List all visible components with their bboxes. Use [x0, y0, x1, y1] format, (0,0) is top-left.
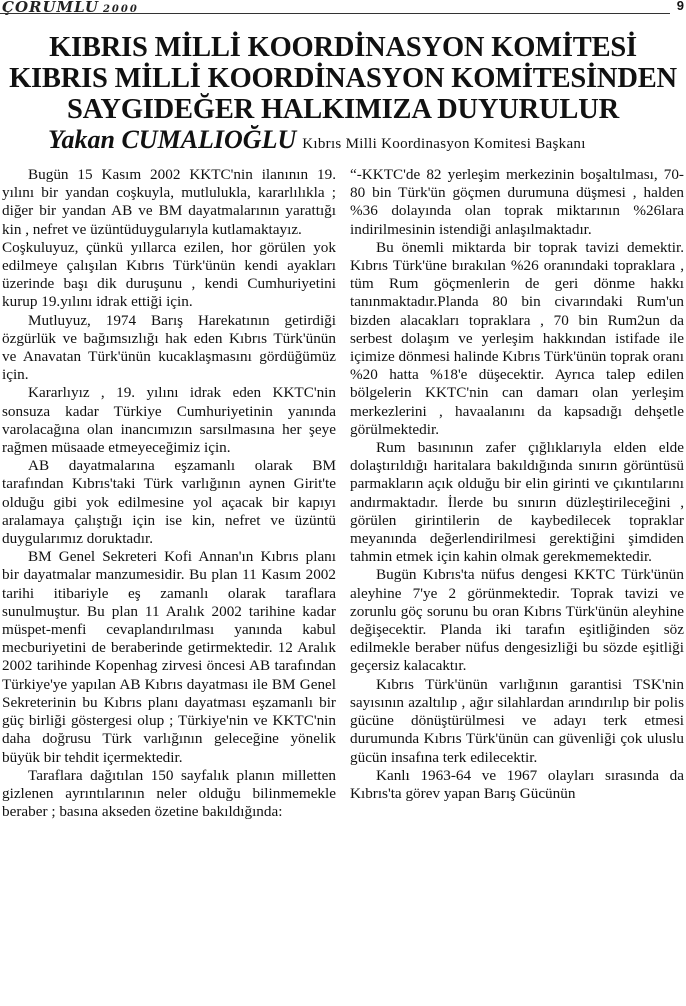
paragraph: Kanlı 1963-64 ve 1967 olayları sırasında da Kıbrıs'ta görev yapan Barış Gücünün — [350, 766, 684, 802]
paragraph: Kıbrıs Türk'ünün varlığının garantisi TSK'nin sayısının azaltılıp , ağır silahlardan arındırılıp bir polis gücüne dönüştürülmesi ve adayı terk etmesi durumunda Kıbrıs Türk'ünün can güvenliği çok uluslu gücün insafına terk edilecektir. — [350, 675, 684, 766]
paragraph: Kararlıyız , 19. yılını idrak eden KKTC'nin sonsuza kadar Türkiye Cumhuriyetinin yanında varolacağına olan inancımızın sarsılmasına her şeye rağmen müsaade etmeyeceğimiz için. — [2, 384, 336, 457]
left-column — [2, 166, 336, 821]
paragraph: Bugün 15 Kasım 2002 KKTC'nin ilanının 19. yılını bir yandan coşkuyla, mutlulukla, kararlılıkla ; diğer bir yandan AB ve BM dayatmalarının yarattığı kin , nefret ve üzüntüduygularıyla kutlamaktayız. — [2, 166, 336, 238]
paragraph: Taraflara dağıtılan 150 sayfalık planın milletten gizlenen ayrıntılarının neler olduğu bilinmemekle beraber ; basına akseden özetine bakıldığında: — [2, 766, 336, 821]
headline-line-2: KIBRIS MİLLİ KOORDİNASYON KOMİTESİNDEN — [9, 63, 677, 94]
paragraph: AB dayatmalarına eşzamanlı olarak BM tarafından Kıbrıs'taki Türk varlığının aynen Girit'te olduğu gibi yok edilmesine yol açacak bir kapıyı aralamaya çalıştığı için ise kin, nefret ve üzüntü duygularımız doruktadır. — [2, 457, 336, 548]
paragraph: Coşkuluyuz, çünkü yıllarca ezilen, hor görülen yok edilmeye çalışılan Kıbrıs Türk'ünün kendi ayakları üzerinde başı dik duruşunu , kendi Cumhuriyetini kurup 19.yılını idrak ettiği için. — [2, 238, 336, 311]
paragraph: Mutluyuz, 1974 Barış Harekatının getirdiği özgürlük ve bağımsızlığı hak eden Kıbrıs Türk'ünün ve Anavatan Türk'ünün kucaklaşmasını gördüğümüz için. — [2, 311, 336, 384]
page-number: 9 — [676, 0, 684, 13]
headline-line-1: KIBRIS MİLLİ KOORDİNASYON KOMİTESİ — [49, 32, 637, 63]
byline — [48, 125, 684, 155]
headline-line-3: SAYGIDEĞER HALKIMIZA DUYURULUR — [67, 94, 619, 125]
author-name: Yakan CUMALIOĞLU — [48, 125, 297, 154]
page-header — [0, 0, 686, 24]
author-role: Kıbrıs Milli Koordinasyon Komitesi Başkanı — [302, 136, 586, 152]
right-column — [350, 166, 684, 803]
article-headline — [0, 32, 686, 125]
paragraph: Rum basınının zafer çığlıklarıyla elden elde dolaştırıldığı haritalara bakıldığında sınırın görüntüsü parmakların açık olduğu bir elin girinti ve çıkıntılarını andırmaktadır. İlerde bu sınırın düzleştirileceğini , görülen girintilerin de kaybedilecek topraklar meyanında değerlendirilmesi gerektiğini şimdiden tahmin etmek için kahin olmak gerekmemektedir. — [350, 439, 684, 566]
paragraph: Bu önemli miktarda bir toprak tavizi demektir. Kıbrıs Türk'üne bırakılan %26 oranındaki topraklara , tüm Rum göçmenlerin de geri dönme hakkı tanınmaktadır.Planda 80 bin civarındaki Rum'un bizden alacakları topraklara , 70 bin Rum2un da serbest dolaşım ve yerleşim hakkından istifade ile içimize dönmesi halinde Kıbrıs Türk'ünün toprak oranı %20 hatta %18'e düşecektir. Ayrıca talep edilen bölgelerin KKTC'nin can damarı olan yerleşim merkezlerini , havaalanını da kapsadığı dehşetle görülmektedir. — [350, 238, 684, 438]
masthead-title: ÇORUMLU — [2, 0, 99, 16]
masthead-year: 2000 — [102, 4, 139, 15]
header-rule — [0, 13, 670, 14]
paragraph: Bugün Kıbrıs'ta nüfus dengesi KKTC Türk'ünün aleyhine 7'ye 2 görünmektedir. Toprak tavizi ve zorunlu göç sorunu bu oran Kıbrıs Türk'ünün aleyhine değişecektir. Planda iki tarafın eşitliğinden söz edilmekle beraber nüfus dengesizliği bu sözde eşitliği geçersiz kalacaktır. — [350, 566, 684, 675]
paragraph: “-KKTC'de 82 yerleşim merkezinin boşaltılması, 70-80 bin Türk'ün göçmen durumuna düşmesi , halden %36 dolayında olan toprak miktarının %26lara indirilmesinin istendiği anlaşılmaktadır. — [350, 166, 684, 238]
paragraph: BM Genel Sekreteri Kofi Annan'ın Kıbrıs planı bir dayatmalar manzumesidir. Bu plan 11 Kasım 2002 tarihi itibariyle eş zamanlı olarak taraflara sunulmuştur. Bu plan 11 Aralık 2002 tarihine kadar müspet-menfi cevaplandırılması yanında kabul mecburiyetini de beraberinde getirmektedir. 12 Aralık 2002 tarihinde Kopenhag zirvesi öncesi AB tarafından Türkiye'ye yapılan AB Kıbrıs dayatması ile BM Genel Sekreterinin bu Kıbrıs planı dayatması eşzamanlı bir güç birliği göstergesi olup ; Türkiye'nin ve KKTC'nin daha doğrusu Türk varlığının geleceğine yönelik büyük bir tehdit içermektedir. — [2, 548, 336, 766]
